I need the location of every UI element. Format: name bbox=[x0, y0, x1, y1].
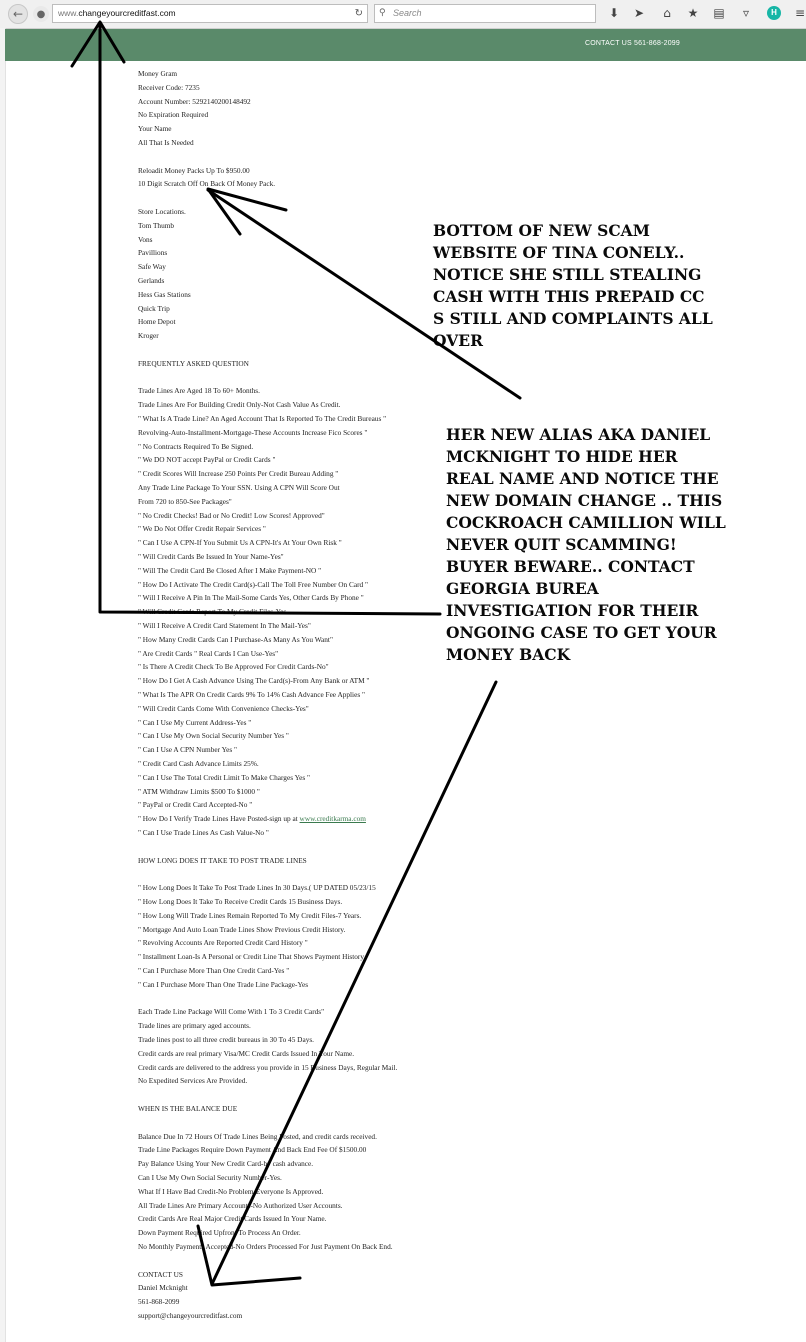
line-text: No Expedited Services Are Provided. bbox=[138, 1076, 248, 1086]
line-text: " Can I Use My Own Social Security Number Yes " bbox=[138, 731, 289, 741]
line-text: Revolving-Auto-Installment-Mortgage-These Accounts Increase Fico Scores " bbox=[138, 427, 368, 437]
send-icon[interactable]: ➤ bbox=[633, 6, 645, 20]
line-text: " We DO NOT accept PayPal or Credit Cards " bbox=[138, 455, 276, 465]
line-text: WHEN IS THE BALANCE DUE bbox=[138, 1104, 238, 1113]
callout-line: COCKROACH CAMILLION WILL bbox=[446, 513, 726, 532]
callout-line: ONGOING CASE TO GET YOUR bbox=[446, 623, 717, 642]
line-text: Credit cards are delivered to the address you provide in 15 Business Days, Regular Mail. bbox=[138, 1062, 398, 1072]
callout-line: S STILL AND COMPLAINTS ALL bbox=[433, 309, 713, 328]
bookmark-star-icon[interactable]: ★ bbox=[687, 6, 699, 20]
line-text: Pavillions bbox=[138, 248, 168, 258]
search-placeholder: Search bbox=[393, 8, 422, 18]
line-text: All That Is Needed bbox=[138, 138, 194, 147]
pocket-icon[interactable]: ▿ bbox=[742, 6, 750, 20]
line-text: " Credit Card Cash Advance Limits 25%. bbox=[138, 759, 259, 768]
line-text: Money Gram bbox=[138, 69, 178, 78]
line-text: What If I Have Bad Credit-No Problem-Everyone Is Approved. bbox=[138, 1186, 324, 1196]
line-text: Trade lines are primary aged accounts. bbox=[138, 1021, 251, 1031]
line-text: Each Trade Line Package Will Come With 1 To 3 Credit Cards" bbox=[138, 1007, 325, 1017]
callout-line: BUYER BEWARE.. CONTACT bbox=[446, 557, 695, 576]
line-text: Store Locations. bbox=[138, 207, 186, 216]
line-text: Credit Cards Are Real Major Credit Cards Issued In Your Name. bbox=[138, 1214, 327, 1224]
callout-line: NEW DOMAIN CHANGE .. THIS bbox=[446, 491, 723, 510]
line-text: Home Depot bbox=[138, 317, 176, 327]
line-text: Your Name bbox=[138, 124, 172, 134]
line-text: " Will Credit Cards Report To My Credit Files-Yes bbox=[138, 607, 287, 617]
line-text: " No Contracts Required To Be Signed. bbox=[138, 441, 254, 451]
home-icon[interactable]: ⌂ bbox=[663, 6, 671, 20]
line-text: Credit cards are real primary Visa/MC Credit Cards Issued In Your Name. bbox=[138, 1048, 355, 1058]
arrow-to-url bbox=[100, 24, 440, 617]
line-text: " What Is The APR On Credit Cards 9% To 14% Cash Advance Fee Applies " bbox=[138, 690, 365, 699]
line-text: Can I Use My Own Social Security Number-Yes. bbox=[138, 1173, 282, 1182]
arrowhead-url bbox=[72, 22, 124, 66]
line-text: No Expiration Required bbox=[138, 110, 209, 120]
callout-line: REAL NAME AND NOTICE THE bbox=[446, 469, 719, 488]
line-text: " PayPal or Credit Card Accepted-No " bbox=[138, 800, 253, 810]
line-text: Account Number: 5292140200148492 bbox=[138, 96, 251, 106]
line-text: HOW LONG DOES IT TAKE TO POST TRADE LINES bbox=[138, 855, 307, 865]
line-text: Receiver Code: 7235 bbox=[138, 82, 200, 92]
line-text: " How Long Does It Take To Post Trade Lines In 30 Days.( UP DATED 05/23/15 bbox=[138, 883, 376, 893]
line-text: " Revolving Accounts Are Reported Credit Card History " bbox=[138, 938, 308, 948]
line-text: " No Credit Checks! Bad or No Credit! Low Scores! Approved" bbox=[138, 510, 325, 520]
line-text: " How Many Credit Cards Can I Purchase-As Many As You Want" bbox=[138, 634, 333, 644]
reload-icon[interactable]: ↻ bbox=[354, 8, 363, 19]
reading-list-icon[interactable]: ▤ bbox=[713, 6, 725, 20]
line-text: " Will Credit Cards Come With Convenience Checks-Yes" bbox=[138, 703, 309, 713]
line-text: Any Trade Line Package To Your SSN. Using A CPN Will Score Out bbox=[138, 483, 340, 492]
line-text: " We Do Not Offer Credit Repair Services " bbox=[138, 524, 266, 534]
line-text: " How Do I Verify Trade Lines Have Posted-sign up at bbox=[138, 814, 300, 824]
line-text: From 720 to 850-See Packages" bbox=[138, 496, 232, 506]
creditkarma-link[interactable]: www.creditkarma.com bbox=[299, 814, 366, 824]
line-text: 10 Digit Scratch Off On Back Of Money Pack. bbox=[138, 179, 276, 189]
line-text: Trade Line Packages Require Down Payment And Back End Fee Of $1500.00 bbox=[138, 1145, 367, 1155]
line-text: " Credit Scores Will Increase 250 Points Per Credit Bureau Adding " bbox=[138, 469, 339, 479]
arrow-to-contact bbox=[212, 682, 496, 1284]
line-text: " Will I Receive A Credit Card Statement In The Mail-Yes" bbox=[138, 621, 311, 630]
callout-line: WEBSITE OF TINA CONELY.. bbox=[433, 243, 685, 262]
line-text: " How Do I Get A Cash Advance Using The Card(s)-From Any Bank or ATM " bbox=[138, 676, 370, 686]
line-text: 561-868-2099 bbox=[138, 1297, 180, 1307]
line-text: Kroger bbox=[138, 331, 159, 341]
line-text: " How Long Will Trade Lines Remain Reported To My Credit Files-7 Years. bbox=[138, 910, 362, 920]
search-icon: ⚲ bbox=[379, 8, 386, 18]
line-text: CONTACT US bbox=[138, 1269, 183, 1279]
menu-icon[interactable]: ≡ bbox=[794, 6, 806, 20]
line-text: " What Is A Trade Line? An Aged Account That Is Reported To The Credit Bureaus " bbox=[138, 414, 387, 423]
callout-line: NEVER QUIT SCAMMING! bbox=[446, 535, 677, 554]
site-info-icon[interactable]: ● bbox=[33, 6, 49, 22]
line-text: Vons bbox=[138, 234, 153, 244]
header-contact-link[interactable]: CONTACT US 561-868-2099 bbox=[585, 40, 680, 47]
line-text: Trade Lines Are For Building Credit Only-Not Cash Value As Credit. bbox=[138, 400, 341, 410]
callout-line: CASH WITH THIS PREPAID CC bbox=[433, 287, 705, 306]
callout-line: NOTICE SHE STILL STEALING bbox=[433, 265, 702, 284]
callout-line: OVER bbox=[433, 331, 483, 350]
line-text: Down Payment Required Upfront To Process An Order. bbox=[138, 1228, 301, 1238]
url-prefix: www. bbox=[58, 8, 79, 18]
line-text: " Installment Loan-Is A Personal or Credit Line That Shows Payment History " bbox=[138, 952, 369, 962]
line-text: Pay Balance Using Your New Credit Card-by cash advance. bbox=[138, 1159, 314, 1169]
download-icon[interactable]: ⬇ bbox=[608, 6, 620, 20]
line-text: Tom Thumb bbox=[138, 220, 175, 230]
line-text: " Will Credit Cards Be Issued In Your Name-Yes" bbox=[138, 552, 284, 561]
arrowhead-contact bbox=[198, 1226, 300, 1285]
line-text: Gerlands bbox=[138, 276, 165, 285]
line-text: " Can I Use A CPN Number Yes " bbox=[138, 745, 237, 755]
line-text: " Can I Purchase More Than One Trade Line Package-Yes bbox=[138, 979, 309, 989]
line-text: support@changeyourcreditfast.com bbox=[138, 1311, 243, 1320]
hello-icon[interactable]: H bbox=[767, 6, 781, 20]
line-text: " Can I Use The Total Credit Limit To Make Charges Yes " bbox=[138, 772, 311, 782]
line-text: All Trade Lines Are Primary Accounts-No Authorized User Accounts. bbox=[138, 1200, 343, 1210]
line-text: Trade Lines Are Aged 18 To 60+ Months. bbox=[138, 386, 260, 396]
line-text: Trade lines post to all three credit bureaus in 30 To 45 Days. bbox=[138, 1035, 315, 1044]
callout-line: HER NEW ALIAS AKA DANIEL bbox=[446, 425, 711, 444]
line-text: " Will The Credit Card Be Closed After I Make Payment-NO " bbox=[138, 565, 322, 575]
callout-line: BOTTOM OF NEW SCAM bbox=[433, 221, 650, 240]
line-text: " ATM Withdraw Limits $500 To $1000 " bbox=[138, 786, 260, 796]
arrowhead-money-pack bbox=[208, 189, 286, 234]
line-text: " Can I Use Trade Lines As Cash Value-No " bbox=[138, 828, 269, 837]
line-text: " How Long Does It Take To Receive Credit Cards 15 Business Days. bbox=[138, 897, 343, 906]
line-text: " Is There A Credit Check To Be Approved For Credit Cards-No" bbox=[138, 662, 329, 672]
line-text: No Monthly Payments Accepted-No Orders Processed For Just Payment On Back End. bbox=[138, 1242, 393, 1251]
line-text: " Are Credit Cards " Real Cards I Can Use-Yes" bbox=[138, 648, 279, 658]
back-icon[interactable]: ← bbox=[8, 4, 28, 24]
line-text: " Will I Receive A Pin In The Mail-Some Cards Yes, Other Cards By Phone " bbox=[138, 593, 364, 603]
line-text: Quick Trip bbox=[138, 303, 170, 313]
callout-line: GEORGIA BUREA bbox=[446, 579, 599, 598]
line-text: " Can I Purchase More Than One Credit Card-Yes " bbox=[138, 966, 290, 975]
line-text: Reloadit Money Packs Up To $950.00 bbox=[138, 165, 250, 175]
line-text: " Can I Use My Current Address-Yes " bbox=[138, 717, 252, 727]
line-text: Balance Due In 72 Hours Of Trade Lines Being Posted, and credit cards received. bbox=[138, 1131, 377, 1141]
url-domain: changeyourcreditfast.com bbox=[78, 8, 176, 18]
arrow-to-money-pack bbox=[208, 190, 520, 398]
callout-line: MONEY BACK bbox=[446, 645, 571, 664]
line-text: FREQUENTLY ASKED QUESTION bbox=[138, 358, 249, 368]
line-text: Safe Way bbox=[138, 262, 166, 272]
callout-line: INVESTIGATION FOR THEIR bbox=[446, 601, 699, 620]
line-text: " How Do I Activate The Credit Card(s)-Call The Toll Free Number On Card " bbox=[138, 579, 368, 589]
line-text: " Can I Use A CPN-If You Submit Us A CPN-It's At Your Own Risk " bbox=[138, 538, 342, 548]
line-text: " Mortgage And Auto Loan Trade Lines Show Previous Credit History. bbox=[138, 924, 346, 934]
line-text: Hess Gas Stations bbox=[138, 289, 191, 299]
line-text: Daniel Mcknight bbox=[138, 1283, 188, 1293]
callout-line: MCKNIGHT TO HIDE HER bbox=[446, 447, 678, 466]
